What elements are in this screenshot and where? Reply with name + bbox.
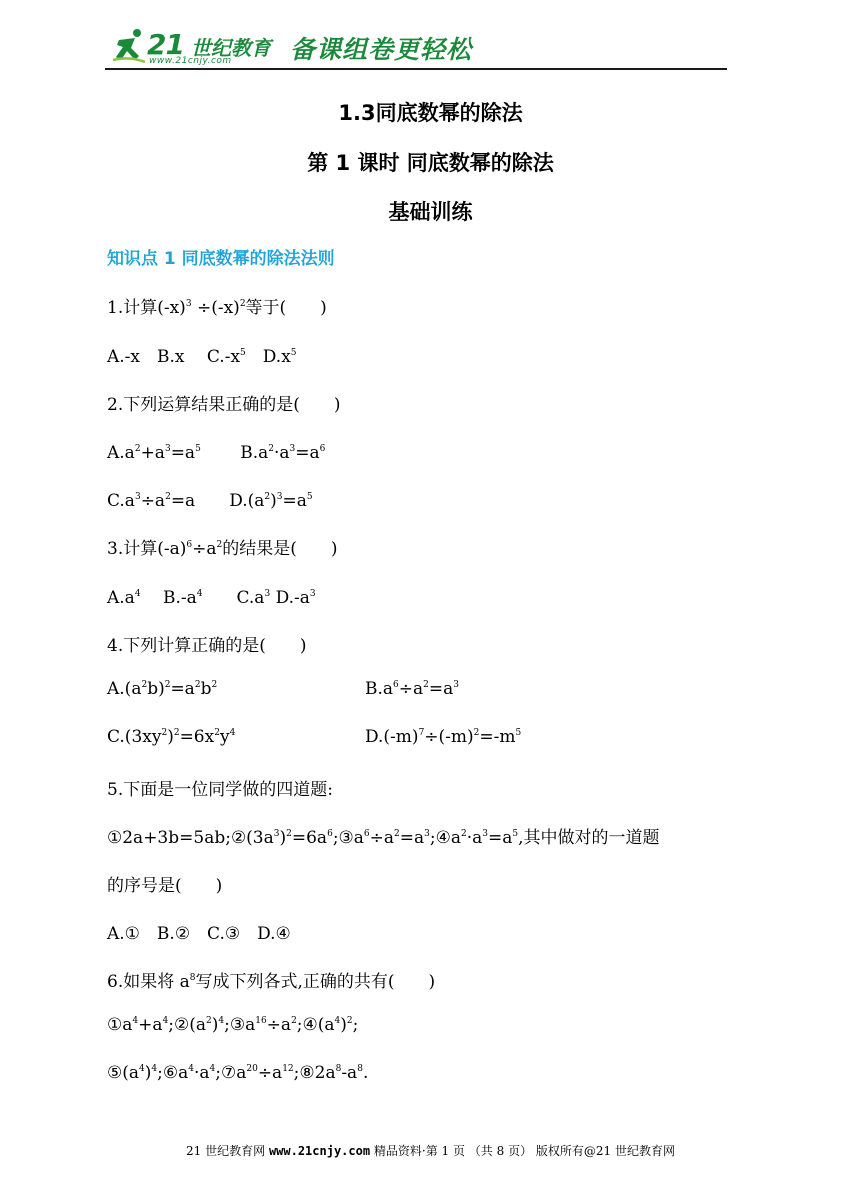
- question-6-items-2: $⑤(a^4)^4;⑥a^4\cdot a^4;⑦a^{20}\div a^{12};⑧2a^8-a^8$.: [107, 1063, 369, 1083]
- question-6: 6.如果将 $a^8$写成下列各式,正确的共有( ): [107, 972, 436, 992]
- page-footer: [0, 1142, 861, 1159]
- question-4-option-b: $B.a^6\div a^2=a^3$: [365, 679, 460, 699]
- footer-left: 21 世纪教育网: [186, 1144, 269, 1158]
- brand-name: 世纪教育: [191, 36, 271, 60]
- brand-url: www.21cnjy.com: [149, 56, 232, 66]
- question-2-options-cd: $C.a^3\div a^2=a$ $D.(a^2)^3=a^5$: [107, 491, 313, 511]
- question-4-option-c: $C.(3xy^2)^2=6x^2y^4$: [107, 727, 236, 747]
- logo: [105, 24, 525, 68]
- question-2-options-ab: $A.a^2+a^3=a^5$ $B.a^2\cdot a^3=a^6$: [107, 443, 326, 463]
- brand-number: 21: [147, 28, 184, 61]
- runner-logo-icon: [109, 26, 149, 66]
- question-5-options: A.① B.② C.③ D.④: [107, 924, 291, 944]
- footer-right: 精品资料·第 1 页 （共 8 页） 版权所有@21 世纪教育网: [370, 1144, 675, 1158]
- question-5: 5.下面是一位同学做的四道题:: [107, 780, 333, 800]
- lesson-subtitle: 第 1 课时 同底数幂的除法: [307, 151, 554, 175]
- question-6-items-1: $①a^4+a^4;②(a^2)^4;③a^{16}\div a^2;④(a^4)^2$;: [107, 1015, 359, 1035]
- section-heading: 基础训练: [388, 200, 473, 224]
- slogan: 备课组卷更轻松: [290, 35, 473, 64]
- header-divider: [105, 68, 727, 70]
- question-5-prompt: 的序号是( ): [107, 876, 223, 896]
- question-3: 3.计算$(-a)^6\div a^2$的结果是( ): [107, 539, 338, 559]
- question-3-options: $A.a^4$ $B.-a^4$ $C.a^3$ $D.-a^3$: [107, 588, 316, 608]
- question-4-option-a: $A.(a^2b)^2=a^2b^2$: [107, 679, 218, 699]
- footer-url[interactable]: www.21cnjy.com: [268, 1144, 371, 1158]
- question-5-items: $①2a+3b=5ab;②(3a^3)^2=6a^6;③a^6\div a^2=a^3;④a^2\cdot a^3=a^5$,其中做对的一道题: [107, 828, 660, 848]
- page-title: 1.3同底数幂的除法: [338, 101, 523, 125]
- knowledge-point-heading: 知识点 1 同底数幂的除法法则: [107, 249, 335, 269]
- question-4-option-d: $D.(-m)^7\div(-m)^2=-m^5$: [365, 727, 522, 747]
- question-1-options: A.-x B.x $C.-x^5$ $D.x^5$: [107, 347, 297, 367]
- question-1: 1.计算$(-x)^3 \div(-x)^2$等于( ): [107, 298, 327, 318]
- question-2: 2.下列运算结果正确的是( ): [107, 395, 341, 415]
- page-header: [105, 24, 727, 70]
- question-4: 4.下列计算正确的是( ): [107, 636, 307, 656]
